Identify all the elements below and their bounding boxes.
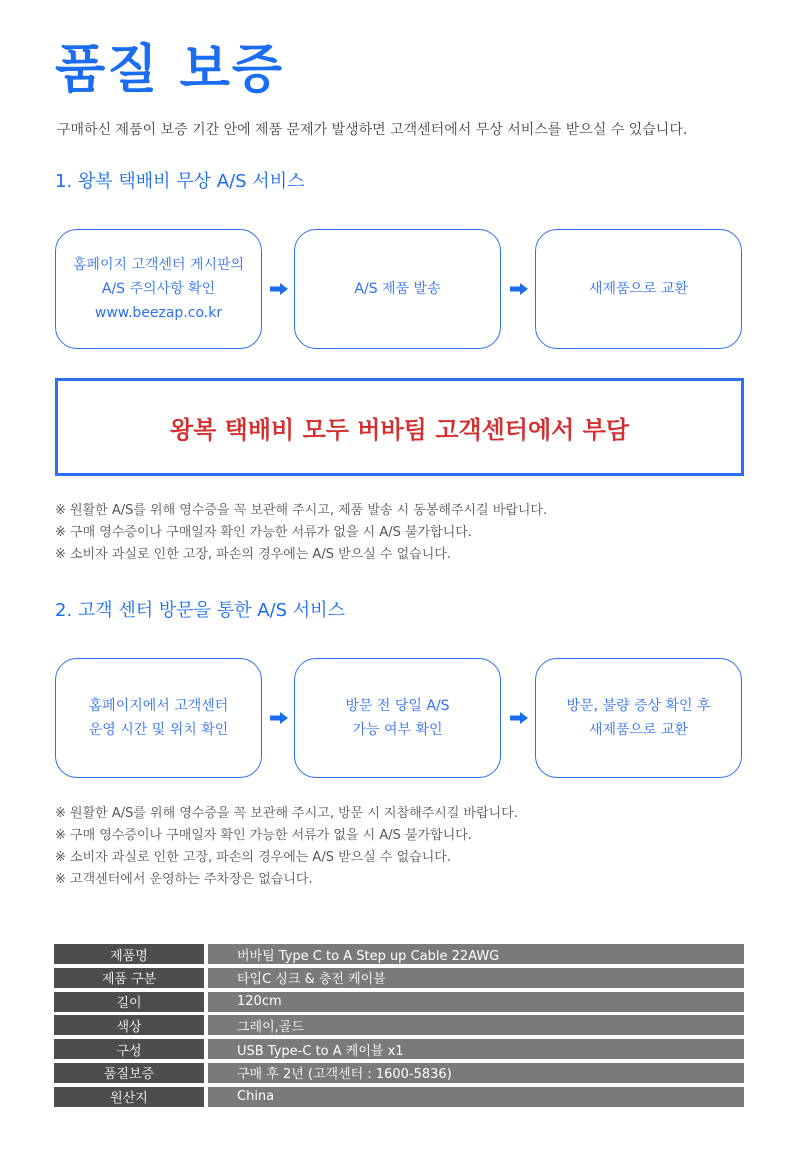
spec-value: USB Type-C to A 케이블 x1 xyxy=(208,1039,744,1059)
spec-table xyxy=(54,944,744,1111)
highlight-banner: 왕복 택배비 모두 버바팀 고객센터에서 부담 xyxy=(55,378,744,476)
table-row xyxy=(54,968,744,988)
step-line: 홈페이지 고객센터 게시판의 xyxy=(72,257,245,273)
note-item: ※ 구매 영수증이나 구매일자 확인 가능한 서류가 없을 시 A/S 불가합니다. xyxy=(55,828,472,843)
note-item: ※ 고객센터에서 운영하는 주차장은 없습니다. xyxy=(55,872,313,887)
arrow-right-icon xyxy=(270,283,288,295)
spec-value: 그레이,골드 xyxy=(208,1015,744,1035)
section1-title: 1. 왕복 택배비 무상 A/S 서비스 xyxy=(55,171,305,192)
table-row xyxy=(54,1087,744,1107)
spec-label: 원산지 xyxy=(54,1087,204,1107)
table-row xyxy=(54,944,744,964)
section1-step-3 xyxy=(535,229,742,349)
step-line: 방문 전 당일 A/S xyxy=(345,698,450,714)
step-line: 새제품으로 교환 xyxy=(588,281,689,297)
step-line: 가능 여부 확인 xyxy=(352,722,443,738)
section2-title: 2. 고객 센터 방문을 통한 A/S 서비스 xyxy=(55,600,345,621)
step-line: www.beezap.co.kr xyxy=(94,305,223,321)
table-row xyxy=(54,1039,744,1059)
note-item: ※ 원활한 A/S를 위해 영수증을 꼭 보관해 주시고, 방문 시 지참해주시길 바랍니다. xyxy=(55,806,518,821)
note-item: ※ 구매 영수증이나 구매일자 확인 가능한 서류가 없을 시 A/S 불가합니다. xyxy=(55,525,472,540)
step-line: 운영 시간 및 위치 확인 xyxy=(88,722,229,738)
spec-value: 버바팀 Type C to A Step up Cable 22AWG xyxy=(208,944,744,964)
note-item: ※ 소비자 과실로 인한 고장, 파손의 경우에는 A/S 받으실 수 없습니다. xyxy=(55,850,451,865)
spec-label: 품질보증 xyxy=(54,1063,204,1083)
spec-label: 제품 구분 xyxy=(54,968,204,988)
arrow-right-icon xyxy=(270,712,288,724)
spec-value: 구매 후 2년 (고객센터 : 1600-5836) xyxy=(208,1063,744,1083)
table-row xyxy=(54,992,744,1012)
section2-step-1 xyxy=(55,658,262,778)
page-title: 품질 보증 xyxy=(55,40,285,100)
table-row xyxy=(54,1063,744,1083)
step-line: 홈페이지에서 고객센터 xyxy=(88,698,229,714)
intro-text: 구매하신 제품이 보증 기간 안에 제품 문제가 발생하면 고객센터에서 무상 서비스를 받으실 수 있습니다. xyxy=(57,122,688,138)
section1-step-2 xyxy=(294,229,501,349)
spec-label: 길이 xyxy=(54,992,204,1012)
section2-notes xyxy=(55,803,518,891)
spec-label: 색상 xyxy=(54,1015,204,1035)
note-item: ※ 소비자 과실로 인한 고장, 파손의 경우에는 A/S 받으실 수 없습니다. xyxy=(55,547,451,562)
spec-value: 120cm xyxy=(208,992,744,1012)
note-item: ※ 원활한 A/S를 위해 영수증을 꼭 보관해 주시고, 제품 발송 시 동봉해주시길 바랍니다. xyxy=(55,503,548,518)
spec-value: 타입C 싱크 & 충전 케이블 xyxy=(208,968,744,988)
section1-notes xyxy=(55,500,547,566)
section2-step-2 xyxy=(294,658,501,778)
step-line: 새제품으로 교환 xyxy=(588,722,689,738)
step-line: 방문, 불량 증상 확인 후 xyxy=(566,698,711,714)
arrow-right-icon xyxy=(510,712,528,724)
arrow-right-icon xyxy=(510,283,528,295)
section2-step-3 xyxy=(535,658,742,778)
table-row xyxy=(54,1015,744,1035)
spec-value: China xyxy=(208,1087,744,1107)
step-line: A/S 주의사항 확인 xyxy=(101,281,216,297)
spec-label: 제품명 xyxy=(54,944,204,964)
step-line: A/S 제품 발송 xyxy=(354,281,441,297)
section1-step-1 xyxy=(55,229,262,349)
spec-label: 구성 xyxy=(54,1039,204,1059)
